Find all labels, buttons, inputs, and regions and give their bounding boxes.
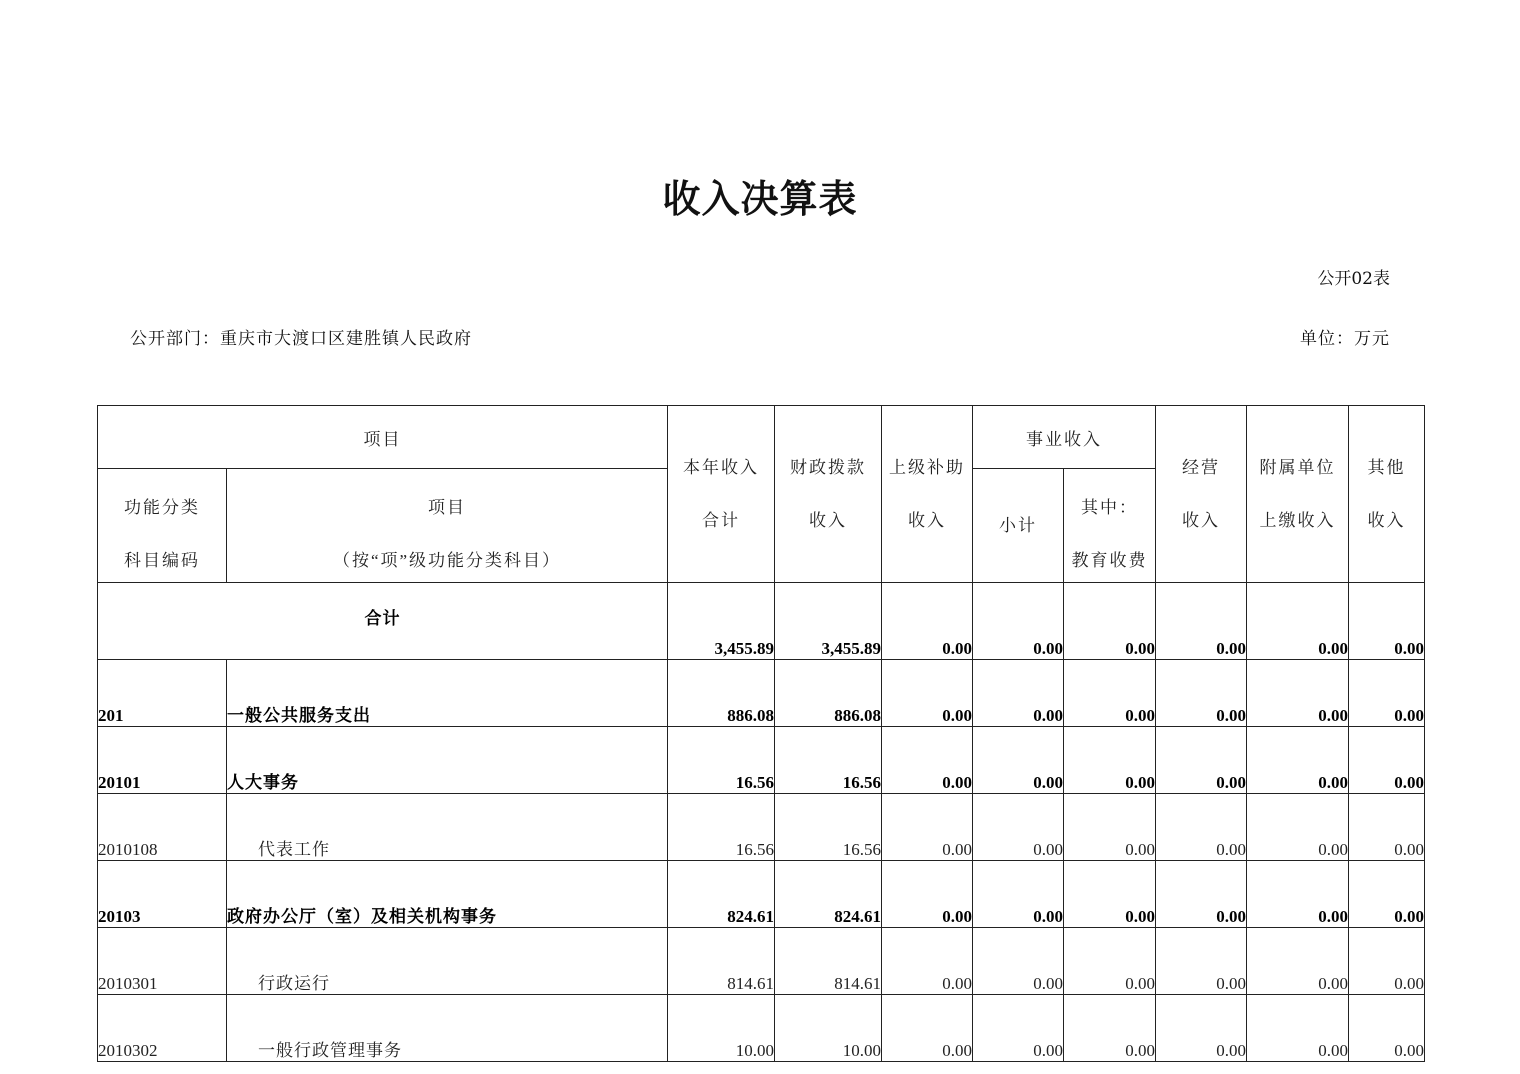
table-row	[98, 794, 1425, 861]
header-fiscal-income	[775, 406, 882, 583]
header-item-l2: （按“项”级功能分类科目）	[332, 551, 562, 570]
row-value: 0.00	[973, 727, 1064, 794]
row-value: 0.00	[1247, 727, 1349, 794]
header-subtotal	[973, 469, 1064, 583]
total-cell: 0.00	[1247, 583, 1349, 660]
row-value: 0.00	[1349, 660, 1425, 727]
row-value: 0.00	[1064, 861, 1156, 928]
row-name: 一般公共服务支出	[227, 660, 668, 727]
table-row	[98, 861, 1425, 928]
header-superior-l2: 收入	[908, 511, 946, 530]
row-value: 16.56	[668, 727, 775, 794]
income-settlement-table	[97, 405, 1425, 1062]
header-code-l2: 科目编码	[124, 551, 200, 570]
header-superior-l1: 上级补助	[889, 458, 965, 477]
row-value: 0.00	[1064, 660, 1156, 727]
header-career-income: 事业收入	[973, 406, 1156, 469]
row-code: 20103	[98, 861, 227, 928]
header-edu-l1: 其中：	[1081, 498, 1138, 517]
row-value: 16.56	[668, 794, 775, 861]
header-edu-l2: 教育收费	[1071, 551, 1148, 570]
row-value: 886.08	[775, 660, 882, 727]
row-value: 0.00	[1247, 794, 1349, 861]
header-item-name	[227, 469, 668, 583]
row-value: 0.00	[1349, 727, 1425, 794]
header-function-code	[98, 469, 227, 583]
row-value: 0.00	[1064, 928, 1156, 995]
total-cell: 0.00	[1064, 583, 1156, 660]
header-total-l1: 本年收入	[683, 458, 759, 477]
row-value: 10.00	[668, 995, 775, 1062]
row-value: 0.00	[1247, 861, 1349, 928]
row-name: 人大事务	[227, 727, 668, 794]
row-name: 行政运行	[227, 928, 668, 995]
form-number: 公开02表	[1317, 269, 1390, 289]
header-subtotal-label: 小计	[999, 516, 1037, 535]
row-value: 0.00	[1156, 660, 1247, 727]
row-value: 0.00	[973, 660, 1064, 727]
row-value: 0.00	[1156, 794, 1247, 861]
row-name: 代表工作	[227, 794, 668, 861]
table-row	[98, 995, 1425, 1062]
row-value: 0.00	[1247, 995, 1349, 1062]
header-other-l1: 其他	[1367, 458, 1406, 477]
total-label: 合计	[98, 583, 668, 660]
row-value: 0.00	[1064, 794, 1156, 861]
row-value: 0.00	[882, 928, 973, 995]
row-value: 0.00	[882, 727, 973, 794]
row-value: 0.00	[1247, 660, 1349, 727]
header-affiliate-l1: 附属单位	[1259, 458, 1336, 477]
row-value: 0.00	[882, 995, 973, 1062]
header-total-l2: 合计	[702, 511, 740, 530]
header-other-income	[1349, 406, 1425, 583]
header-education-fee	[1064, 469, 1156, 583]
header-business-income	[1156, 406, 1247, 583]
page-title: 收入决算表	[662, 176, 858, 221]
row-value: 0.00	[1247, 928, 1349, 995]
header-fiscal-l2: 收入	[809, 511, 847, 530]
department-label: 公开部门：重庆市大渡口区建胜镇人民政府	[130, 329, 472, 349]
row-value: 824.61	[668, 861, 775, 928]
row-value: 0.00	[1349, 794, 1425, 861]
unit-label: 单位：万元	[1300, 329, 1390, 349]
row-value: 0.00	[1156, 861, 1247, 928]
row-code: 2010301	[98, 928, 227, 995]
header-affiliate-income	[1247, 406, 1349, 583]
row-value: 0.00	[1156, 995, 1247, 1062]
header-other-l2: 收入	[1367, 511, 1406, 530]
row-code: 20101	[98, 727, 227, 794]
header-superior-subsidy	[882, 406, 973, 583]
row-code: 2010108	[98, 794, 227, 861]
row-value: 0.00	[1349, 928, 1425, 995]
row-value: 0.00	[973, 861, 1064, 928]
header-affiliate-l2: 上缴收入	[1259, 511, 1336, 530]
header-item-l1: 项目	[428, 498, 466, 517]
row-value: 10.00	[775, 995, 882, 1062]
row-value: 886.08	[668, 660, 775, 727]
row-value: 0.00	[882, 660, 973, 727]
total-cell: 0.00	[882, 583, 973, 660]
header-business-l2: 收入	[1182, 511, 1220, 530]
total-row	[98, 583, 1425, 660]
table-row	[98, 727, 1425, 794]
row-value: 0.00	[1064, 995, 1156, 1062]
row-name: 一般行政管理事务	[227, 995, 668, 1062]
row-name: 政府办公厅（室）及相关机构事务	[227, 861, 668, 928]
row-value: 0.00	[1349, 861, 1425, 928]
row-value: 0.00	[973, 794, 1064, 861]
row-value: 814.61	[668, 928, 775, 995]
total-cell: 3,455.89	[775, 583, 882, 660]
row-value: 0.00	[1156, 928, 1247, 995]
row-value: 814.61	[775, 928, 882, 995]
header-fiscal-l1: 财政拨款	[790, 458, 866, 477]
header-total-income	[668, 406, 775, 583]
total-cell: 3,455.89	[668, 583, 775, 660]
row-value: 0.00	[973, 995, 1064, 1062]
row-value: 0.00	[1064, 727, 1156, 794]
row-value: 0.00	[1349, 995, 1425, 1062]
total-cell: 0.00	[1156, 583, 1247, 660]
total-cell: 0.00	[973, 583, 1064, 660]
table-row	[98, 660, 1425, 727]
header-code-l1: 功能分类	[124, 498, 200, 517]
header-item-group: 项目	[98, 406, 668, 469]
row-value: 0.00	[882, 794, 973, 861]
row-value: 16.56	[775, 727, 882, 794]
total-cell: 0.00	[1349, 583, 1425, 660]
row-value: 16.56	[775, 794, 882, 861]
row-value: 0.00	[973, 928, 1064, 995]
header-business-l1: 经营	[1182, 458, 1220, 477]
row-value: 0.00	[882, 861, 973, 928]
row-code: 2010302	[98, 995, 227, 1062]
row-value: 824.61	[775, 861, 882, 928]
row-value: 0.00	[1156, 727, 1247, 794]
row-code: 201	[98, 660, 227, 727]
table-row	[98, 928, 1425, 995]
